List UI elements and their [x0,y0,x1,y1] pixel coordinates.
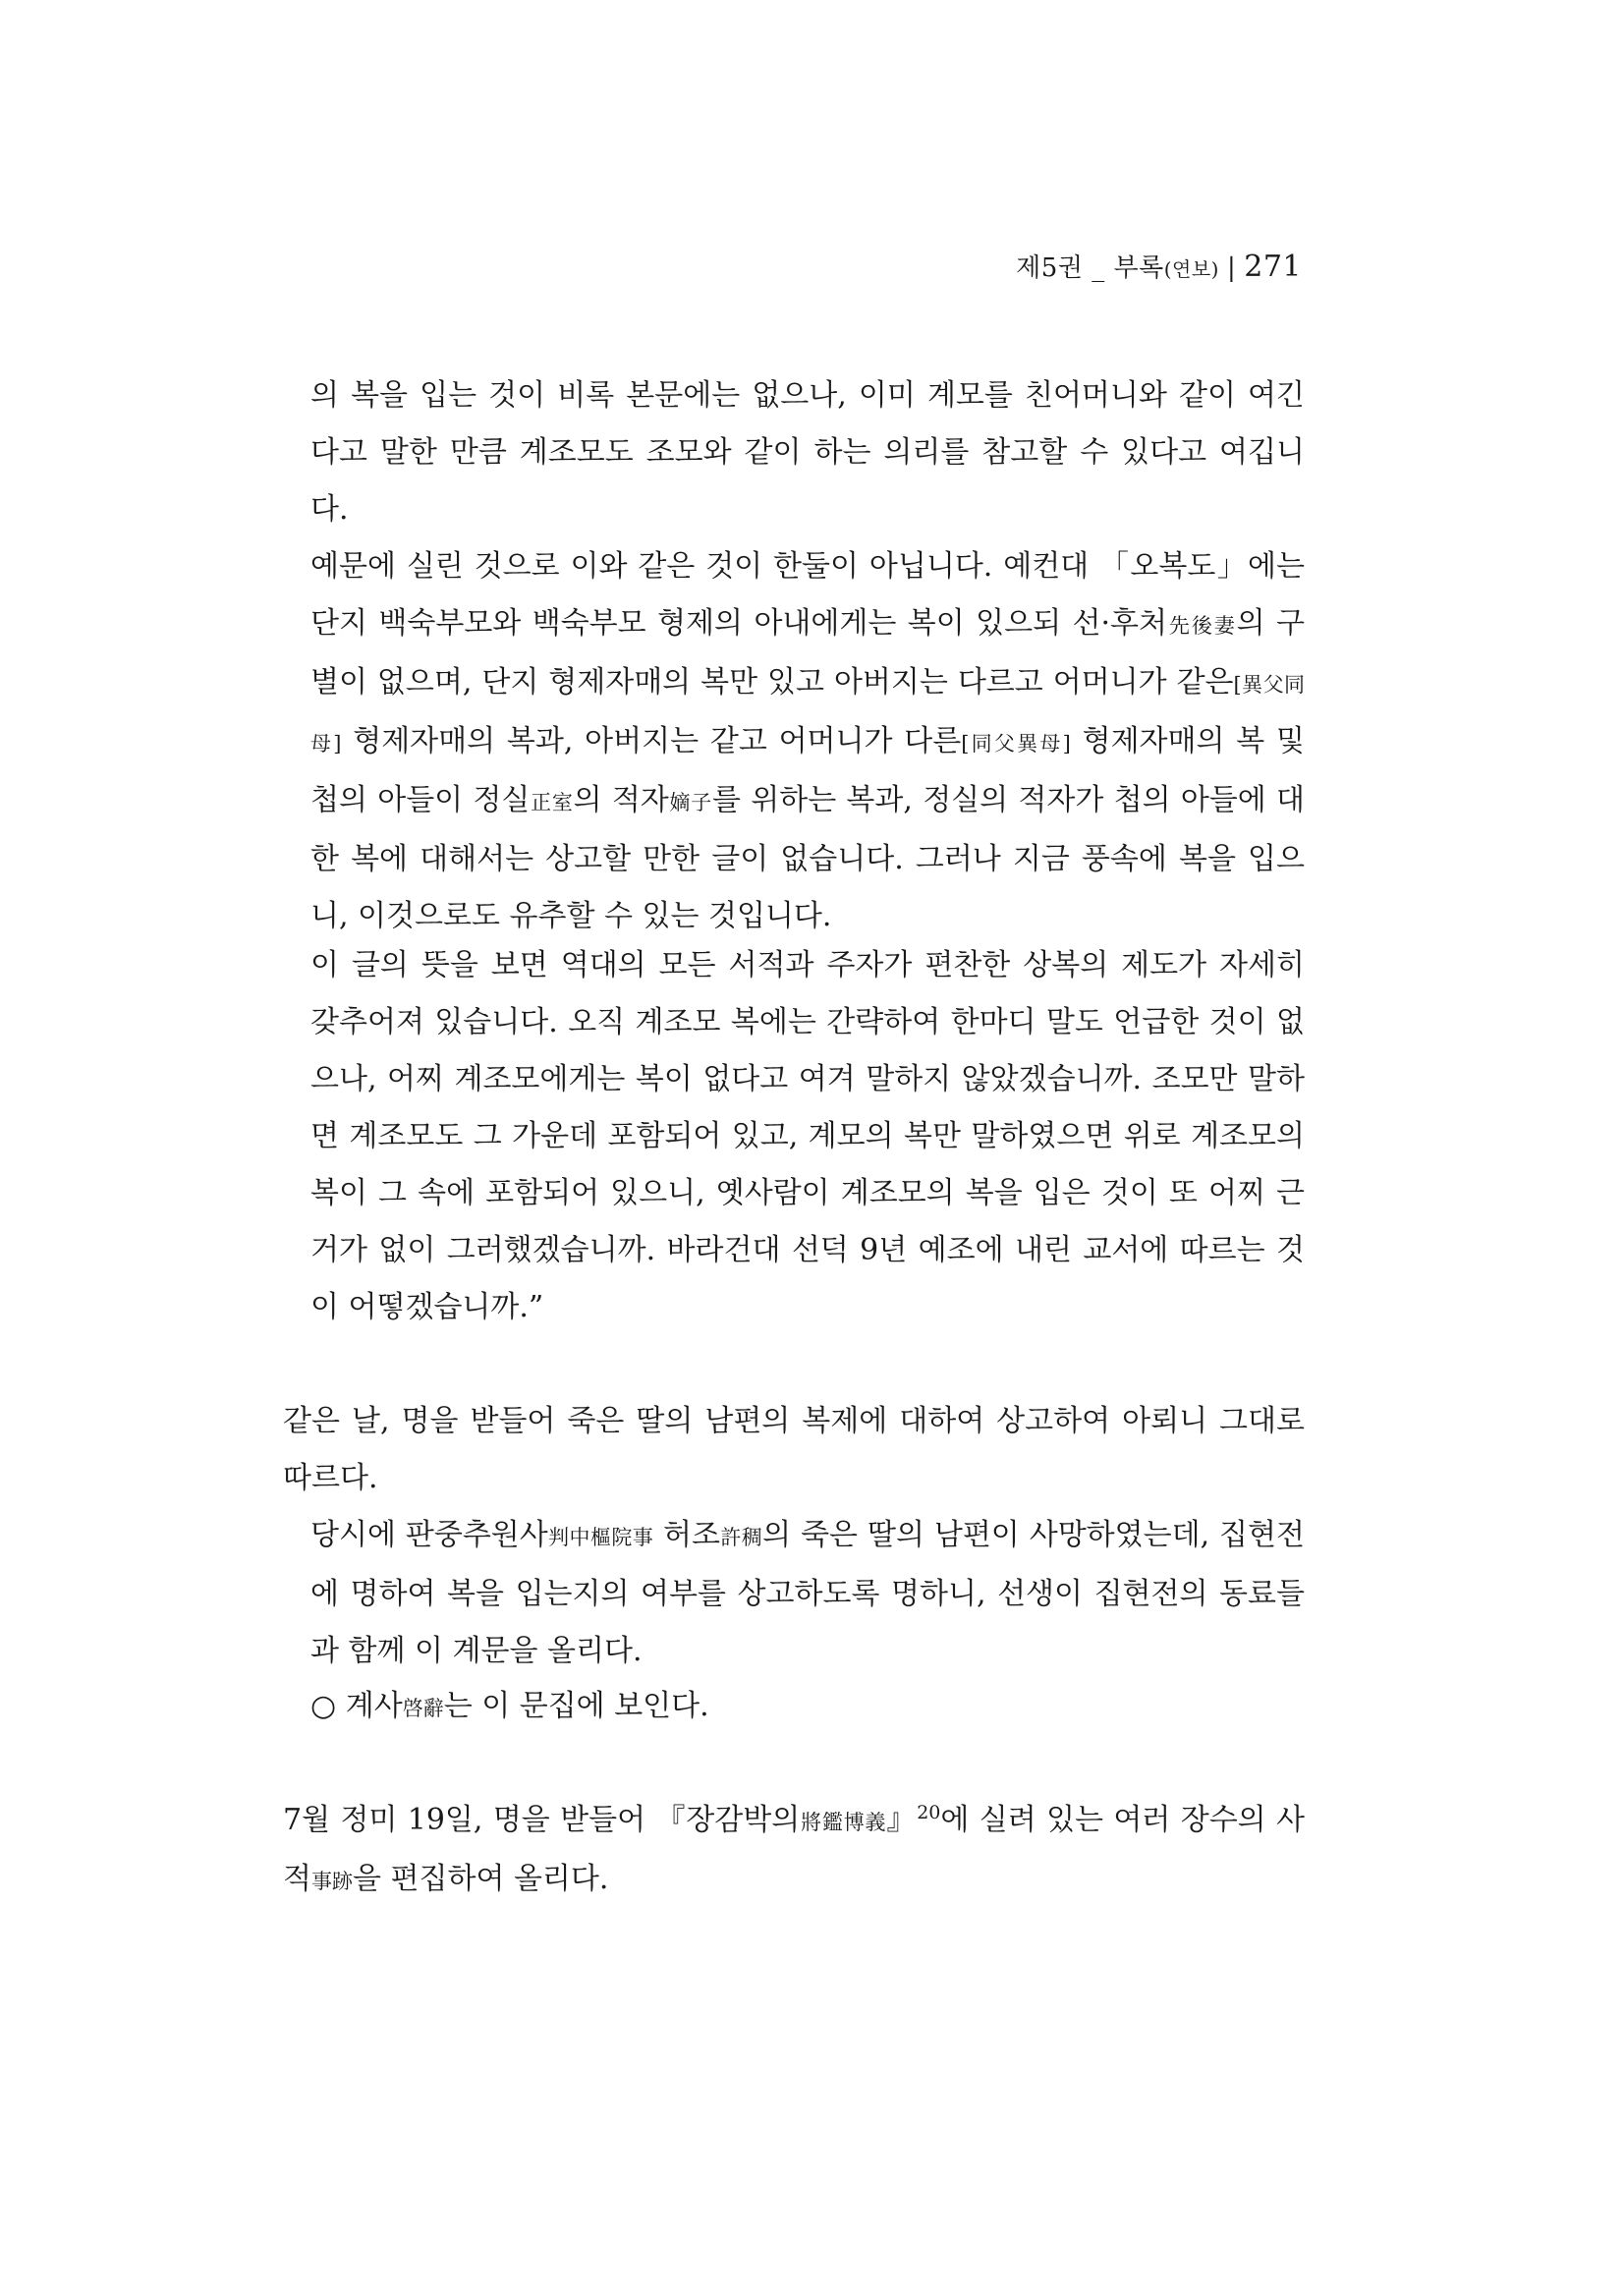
hanja-gloss: 先後妻 [1167,614,1237,638]
hanja-gloss: 正室 [530,791,574,814]
hanja-gloss: 嫡子 [668,791,712,814]
text-run: 의 죽은 딸의 남편이 사망하였는데, 집현전에 명하여 복을 입는지의 여부를 상고하도록 명하니, 선생이 집현전의 동료들과 함께 이 계문을 올리다. [310,1518,1305,1668]
text-run: 의 적자 [573,783,669,817]
hanja-gloss: 許稠 [720,1526,763,1549]
text-run: 허조 [653,1518,720,1552]
page-number: 271 [1244,250,1302,284]
header-separator: | [1226,253,1237,283]
paragraph [310,1678,1305,1737]
paragraph [310,1507,1305,1680]
running-header [1016,248,1302,284]
text-run: 는 이 문집에 보인다. [443,1689,709,1723]
text-run: 의 복을 입는 것이 비록 본문에는 없으나, 이미 계모를 친어머니와 같이 여긴다고 말한 만큼 계조모도 조모와 같이 하는 의리를 참고할 수 있다고 여깁니다. [310,378,1305,527]
text-run: ○ 계사 [310,1689,403,1723]
text-run: 7월 정미 19일, 명을 받들어 『장감박의 [283,1803,801,1837]
paragraph [283,1792,1305,1910]
text-run: 당시에 판중추원사 [310,1518,548,1552]
text-run: 형제자매의 복 및 첩의 아들이 정실 [310,724,1306,817]
text-run: 에 실려 있는 여러 장수의 사적 [283,1803,1306,1896]
paragraph [283,1393,1305,1507]
hanja-gloss: [異父同母] [310,673,1305,756]
text-run: 이 글의 뜻을 보면 역대의 모든 서적과 주자가 편찬한 상복의 제도가 자세히 갖추어져 있습니다. 오직 계조모 복에는 간략하여 한마디 말도 언급한 것이 없으나, 어찌 계조모에게는 복이 없다고 여겨 말하지 않았겠습니까. 조모만 말하면 계조모도 그 가운데 포함되어 있고, 계모의 복만 말하였으면 위로 계조모의 복이 그 속에 포함되어 있으니, 옛사람이 계조모의 복을 입은 것이 또 어찌 근거가 없이 그러했겠습니까. 바라건대 선덕 9년 예조에 내린 교서에 따르는 것이 어떻겠습니까.” [310,948,1305,1324]
text-run: 의 구별이 없으며, 단지 형제자매의 복만 있고 아버지는 다르고 어머니가 같은 [310,606,1306,700]
hanja-gloss: 啓辭 [402,1697,444,1720]
paragraph [310,538,1305,945]
header-section: (연보) [1163,257,1219,281]
paragraph [310,367,1305,538]
text-run: 을 편집하여 올리다. [352,1862,609,1896]
text-run: 형제자매의 복과, 아버지는 같고 어머니가 다른 [341,724,962,758]
footnote-ref: 20 [917,1802,941,1823]
paragraph [310,937,1305,1336]
hanja-gloss: 判中樞院事 [547,1526,654,1549]
text-run: 를 위하는 복과, 정실의 적자가 첩의 아들에 대한 복에 대해서는 상고할 만한 글이 없습니다. 그러나 지금 풍속에 복을 입으니, 이것으로도 유추할 수 있는 것입니다. [310,783,1306,933]
hanja-gloss: 將鑑博義 [800,1811,887,1834]
text-run: 』 [886,1803,918,1837]
hanja-gloss: 事跡 [310,1870,353,1893]
header-volume: 제5권 _ 부록 [1016,253,1164,283]
hanja-gloss: [同父異母] [961,732,1071,756]
text-run: 같은 날, 명을 받들어 죽은 딸의 남편의 복제에 대하여 상고하여 아뢰니 그대로 따르다. [283,1404,1306,1495]
text-run: 예문에 실린 것으로 이와 같은 것이 한둘이 아닙니다. 예컨대 「오복도」에는 단지 백숙부모와 백숙부모 형제의 아내에게는 복이 있으되 선·후처 [310,549,1305,641]
